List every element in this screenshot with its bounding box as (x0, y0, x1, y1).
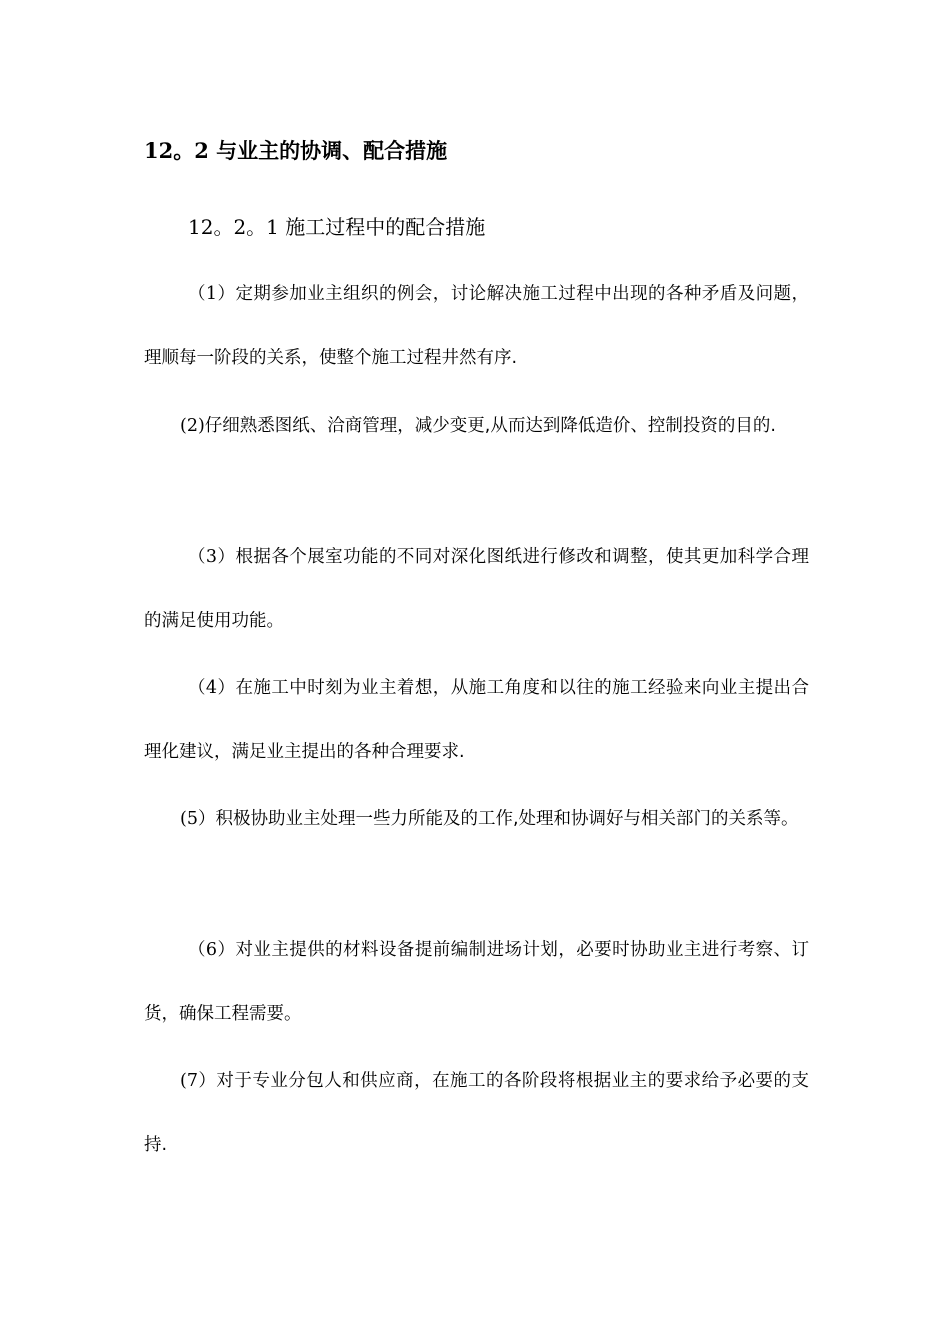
list-item (144, 262, 809, 390)
item-text: 积极协助业主处理一些力所能及的工作,处理和协调好与相关部门的关系等。 (215, 809, 799, 829)
item-number: （1） (188, 284, 236, 304)
item-text: 定期参加业主组织的例会，讨论解决施工过程中出现的各种矛盾及问题，理顺每一阶段的关系，使整个施工过程井然有序. (144, 284, 809, 368)
list-item (144, 525, 809, 653)
item-number: （3） (188, 547, 236, 567)
item-text: 对业主提供的材料设备提前编制进场计划，必要时协助业主进行考察、订货，确保工程需要。 (144, 940, 809, 1024)
list-item (144, 918, 809, 1046)
item-number: (5） (180, 809, 216, 829)
section-heading: 12。2 与业主的协调、配合措施 (144, 138, 448, 163)
item-text: 仔细熟悉图纸、洽商管理，减少变更,从而达到降低造价、控制投资的目的. (204, 416, 776, 436)
item-number: （6） (188, 940, 236, 960)
item-number: (2) (180, 416, 205, 436)
list-item (144, 656, 809, 784)
item-number: (7） (180, 1071, 217, 1091)
item-text: 对于专业分包人和供应商，在施工的各阶段将根据业主的要求给予必要的支持. (144, 1071, 809, 1155)
list-item (144, 1049, 809, 1177)
list-item (144, 787, 809, 851)
item-text: 根据各个展室功能的不同对深化图纸进行修改和调整，使其更加科学合理的满足使用功能。 (144, 547, 809, 631)
list-item (144, 394, 809, 458)
item-text: 在施工中时刻为业主着想，从施工角度和以往的施工经验来向业主提出合理化建议，满足业主提出的各种合理要求. (144, 678, 809, 762)
subsection-heading: 12。2。1 施工过程中的配合措施 (188, 215, 486, 239)
item-number: （4） (188, 678, 236, 698)
